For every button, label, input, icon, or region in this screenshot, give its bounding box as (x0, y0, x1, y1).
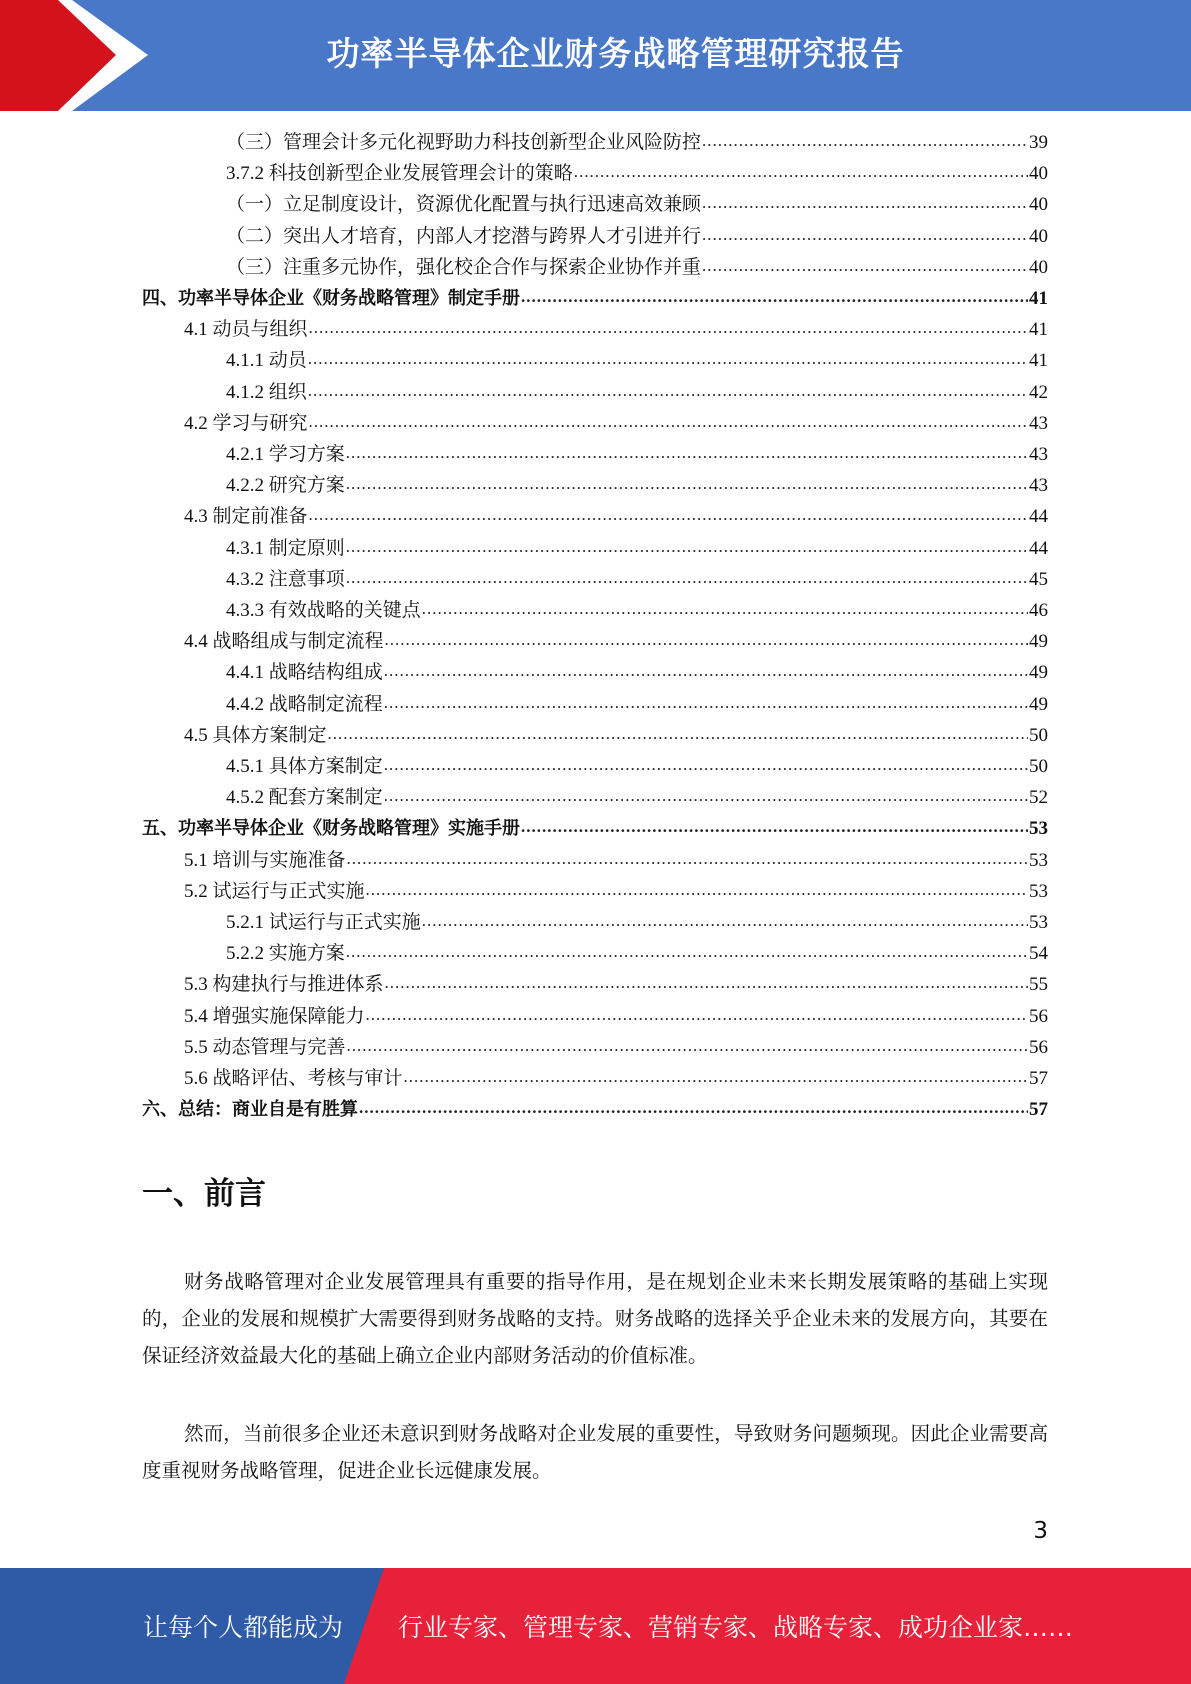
toc-entry-page: 55 (1029, 974, 1048, 996)
toc-dot-leader (366, 875, 1028, 905)
toc-entry-page: 40 (1029, 256, 1048, 278)
report-title: 功率半导体企业财务战略管理研究报告 (326, 34, 905, 73)
toc-entry-page: 43 (1029, 412, 1048, 434)
toc-entry-label: 5.5 动态管理与完善 (184, 1036, 346, 1058)
toc-entry-page: 57 (1029, 1068, 1048, 1089)
toc-entry-label: 4.5 具体方案制定 (184, 724, 327, 746)
toc-entry-page: 49 (1029, 693, 1048, 715)
toc-entry-page: 49 (1029, 662, 1048, 684)
toc-entry-page: 53 (1029, 849, 1048, 871)
toc-dot-leader (422, 594, 1028, 624)
toc-entry-label: 4.3 制定前准备 (184, 506, 308, 528)
toc-dot-leader (385, 625, 1028, 655)
toc-entry-page: 57 (1029, 1099, 1048, 1121)
toc-entry-label: 4.1.2 组织 (226, 381, 307, 403)
toc-entry[interactable] (226, 534, 1048, 564)
toc-dot-leader (347, 844, 1028, 874)
toc-entry-page: 53 (1029, 912, 1048, 933)
toc-entry-label: 五、功率半导体企业《财务战略管理》实施手册 (142, 818, 520, 840)
toc-entry-page: 49 (1029, 631, 1048, 653)
toc-dot-leader (346, 469, 1028, 499)
toc-entry[interactable] (184, 970, 1048, 1000)
toc-entry[interactable] (184, 1033, 1048, 1063)
toc-entry[interactable] (184, 627, 1048, 657)
toc-entry-page: 41 (1029, 350, 1048, 372)
toc-entry-page: 45 (1029, 568, 1048, 590)
toc-entry-label: 5.2.2 实施方案 (226, 943, 345, 965)
toc-entry-page: 41 (1029, 288, 1048, 309)
toc-entry-page: 53 (1029, 818, 1048, 840)
toc-entry[interactable] (226, 690, 1048, 720)
toc-entry-label: 5.1 培训与实施准备 (184, 849, 346, 871)
toc-entry-label: 4.1.1 动员 (226, 350, 307, 372)
toc-entry[interactable] (226, 159, 1048, 189)
toc-entry-label: 4.3.2 注意事项 (226, 568, 345, 590)
toc-entry-page: 42 (1029, 381, 1048, 403)
toc-entry[interactable] (142, 814, 1048, 844)
toc-entry-label: 4.2.2 研究方案 (226, 475, 345, 497)
toc-entry[interactable] (226, 378, 1048, 408)
toc-dot-leader (702, 188, 1028, 218)
toc-entry-label: 5.3 构建执行与推进体系 (184, 974, 384, 996)
toc-entry[interactable] (226, 565, 1048, 595)
body-paragraph: 然而，当前很多企业还未意识到财务战略对企业发展的重要性，导致财务问题频现。因此企业需要高度重视财务战略管理，促进企业长远健康发展。 (142, 1424, 1048, 1482)
toc-dot-leader (366, 1000, 1028, 1030)
toc-entry[interactable] (184, 846, 1048, 876)
toc-dot-leader (702, 220, 1028, 250)
page-footer (0, 1568, 1191, 1684)
toc-entry-page: 43 (1029, 444, 1048, 465)
toc-entry-page: 53 (1029, 880, 1048, 902)
toc-dot-leader (308, 376, 1028, 406)
toc-entry[interactable] (184, 877, 1048, 907)
toc-entry[interactable] (226, 752, 1048, 782)
toc-entry[interactable] (226, 783, 1048, 813)
toc-entry[interactable] (142, 284, 1048, 314)
toc-entry-label: （三）管理会计多元化视野助力科技创新型企业风险防控 (226, 132, 702, 153)
toc-entry[interactable] (226, 596, 1048, 626)
toc-entry[interactable] (226, 440, 1048, 470)
toc-entry-label: 四、功率半导体企业《财务战略管理》制定手册 (142, 288, 520, 309)
toc-entry-label: 4.4 战略组成与制定流程 (184, 631, 384, 653)
toc-dot-leader (346, 438, 1028, 468)
toc-entry-label: （一）立足制度设计，资源优化配置与执行迅速高效兼顾 (226, 194, 702, 216)
toc-dot-leader (384, 656, 1028, 686)
toc-entry-label: 4.3.1 制定原则 (226, 537, 345, 559)
toc-dot-leader (702, 251, 1028, 281)
toc-entry-label: 5.4 增强实施保障能力 (184, 1005, 365, 1027)
toc-dot-leader (308, 344, 1028, 374)
toc-dot-leader (328, 719, 1028, 749)
toc-entry-page: 56 (1029, 1005, 1048, 1027)
toc-entry-page: 44 (1029, 537, 1048, 559)
toc-dot-leader (346, 937, 1028, 967)
toc-entry-page: 46 (1029, 600, 1048, 621)
toc-entry[interactable] (184, 721, 1048, 751)
toc-entry[interactable] (184, 502, 1048, 532)
toc-entry-label: 3.7.2 科技创新型企业发展管理会计的策略 (226, 163, 573, 185)
toc-entry[interactable] (226, 253, 1048, 283)
toc-entry-page: 50 (1029, 724, 1048, 746)
toc-entry-label: 5.6 战略评估、考核与审计 (184, 1068, 403, 1089)
toc-dot-leader (309, 313, 1028, 343)
toc-entry-page: 44 (1029, 506, 1048, 528)
toc-entry-label: 4.4.2 战略制定流程 (226, 693, 383, 715)
toc-entry-page: 41 (1029, 319, 1048, 341)
toc-entry[interactable] (226, 908, 1048, 938)
page-header (0, 0, 1191, 111)
section-heading: 一、前言 (142, 1176, 266, 1212)
toc-dot-leader (521, 812, 1028, 842)
toc-entry-page: 39 (1029, 132, 1048, 153)
toc-entry[interactable] (226, 658, 1048, 688)
toc-dot-leader (404, 1062, 1028, 1092)
toc-entry-label: 4.5.2 配套方案制定 (226, 787, 383, 809)
toc-dot-leader (702, 126, 1028, 156)
toc-dot-leader (309, 407, 1028, 437)
footer-slogan-right: 行业专家、管理专家、营销专家、战略专家、成功企业家…… (398, 1613, 1074, 1642)
toc-entry-page: 40 (1029, 225, 1048, 247)
page-number: 3 (1033, 1518, 1048, 1544)
toc-entry[interactable] (226, 346, 1048, 376)
toc-entry-label: 4.3.3 有效战略的关键点 (226, 600, 421, 621)
toc-entry-page: 52 (1029, 787, 1048, 809)
toc-entry-label: 5.2 试运行与正式实施 (184, 880, 365, 902)
toc-dot-leader (422, 906, 1028, 936)
toc-entry-page: 50 (1029, 756, 1048, 777)
toc-entry-label: 4.1 动员与组织 (184, 319, 308, 341)
toc-entry-page: 43 (1029, 475, 1048, 497)
toc-entry[interactable] (184, 315, 1048, 345)
toc-entry-label: 六、总结：商业自是有胜算 (142, 1099, 358, 1121)
toc-entry[interactable] (226, 939, 1048, 969)
toc-entry[interactable] (226, 190, 1048, 220)
toc-entry-page: 56 (1029, 1036, 1048, 1058)
toc-dot-leader (384, 781, 1028, 811)
toc-entry[interactable] (184, 409, 1048, 439)
toc-dot-leader (384, 750, 1028, 780)
toc-dot-leader (521, 282, 1028, 312)
toc-entry-page: 54 (1029, 943, 1048, 965)
toc-entry-label: （二）突出人才培育，内部人才挖潜与跨界人才引进并行 (226, 225, 702, 247)
toc-dot-leader (574, 157, 1028, 187)
toc-entry[interactable] (226, 471, 1048, 501)
toc-entry-label: 4.2 学习与研究 (184, 412, 308, 434)
toc-dot-leader (347, 1031, 1028, 1061)
toc-entry-page: 40 (1029, 163, 1048, 185)
toc-entry-label: 4.2.1 学习方案 (226, 444, 345, 465)
toc-entry-label: 4.4.1 战略结构组成 (226, 662, 383, 684)
toc-dot-leader (346, 563, 1028, 593)
toc-dot-leader (384, 688, 1028, 718)
toc-dot-leader (346, 532, 1028, 562)
toc-entry-label: （三）注重多元协作，强化校企合作与探索企业协作并重 (226, 256, 702, 278)
body-paragraph: 财务战略管理对企业发展管理具有重要的指导作用，是在规划企业未来长期发展策略的基础上实现的，企业的发展和规模扩大需要得到财务战略的支持。财务战略的选择关乎企业未来的发展方向，其要在保证经济效益最大化的基础上确立企业内部财务活动的价值标准。 (142, 1272, 1048, 1367)
footer-slogan-left: 让每个人都能成为 (143, 1613, 344, 1642)
toc-entry-label: 4.5.1 具体方案制定 (226, 756, 383, 777)
toc-entry[interactable] (184, 1064, 1048, 1094)
toc-dot-leader (359, 1093, 1028, 1123)
toc-entry-label: 5.2.1 试运行与正式实施 (226, 912, 421, 933)
toc-entry[interactable] (184, 1002, 1048, 1032)
toc-dot-leader (385, 968, 1028, 998)
toc-entry[interactable] (142, 1095, 1048, 1125)
toc-dot-leader (309, 500, 1028, 530)
toc-entry[interactable] (226, 222, 1048, 252)
toc-entry[interactable] (226, 128, 1048, 158)
toc-entry-page: 40 (1029, 194, 1048, 216)
